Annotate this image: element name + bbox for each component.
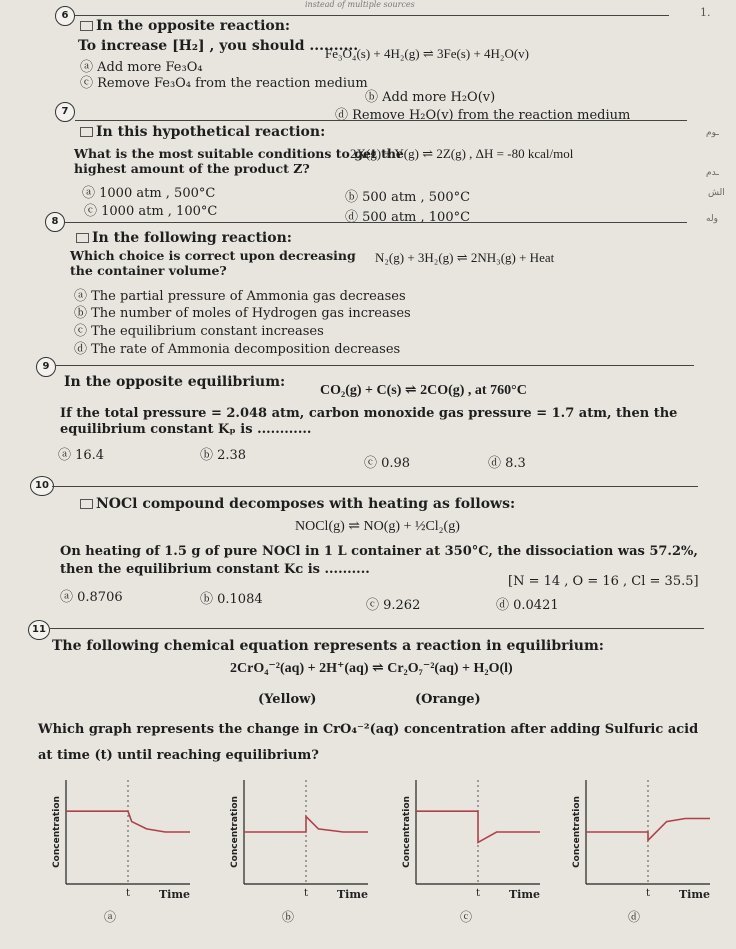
option-b[interactable]: ⓑ 500 atm , 500°C bbox=[345, 190, 471, 205]
reaction-equation: NOCl(g) ⇌ NO(g) + ½Cl₂(g) bbox=[295, 519, 460, 534]
option-c[interactable]: ⓒ The equilibrium constant increases bbox=[74, 324, 324, 339]
graph-option-label: ⓒ bbox=[460, 910, 473, 924]
reaction-equation: 2X(g) + Y(g) ⇌ 2Z(g) , ΔH = -80 kcal/mol bbox=[350, 146, 574, 161]
option-c[interactable]: ⓒ 9.262 bbox=[366, 598, 421, 613]
option-a[interactable]: ⓐ 16.4 bbox=[58, 448, 105, 463]
divider bbox=[75, 15, 669, 16]
option-a[interactable]: ⓐ Add more Fe₃O₄ bbox=[80, 60, 203, 75]
question-prompt: What is the most suitable conditions to get the highest amount of the product Z? bbox=[74, 146, 404, 176]
graph-option-b[interactable] bbox=[228, 774, 378, 924]
margin-text: ـدم bbox=[706, 168, 719, 178]
question-prompt: To increase [H₂] , you should .......... bbox=[78, 38, 359, 54]
y-axis-label: Concentration bbox=[572, 796, 582, 868]
x-axis-label: Time bbox=[508, 888, 540, 901]
y-axis-label: Concentration bbox=[402, 796, 412, 868]
graph-option-label: ⓓ bbox=[628, 910, 641, 924]
question-stem: In the opposite reaction: bbox=[80, 18, 290, 34]
question-prompt: Which graph represents the change in CrO₄⁻²(aq) concentration after adding Sulfuric acid bbox=[38, 722, 699, 737]
source-note: instead of multiple sources bbox=[305, 0, 415, 9]
graph-d-plot bbox=[570, 774, 720, 904]
question-number: 7 bbox=[55, 102, 75, 122]
divider bbox=[52, 486, 698, 487]
reaction-equation: N₂(g) + 3H₂(g) ⇌ 2NH₃(g) + Heat bbox=[375, 250, 555, 265]
question-stem: In this hypothetical reaction: bbox=[80, 124, 325, 140]
question-stem: NOCl compound decomposes with heating as follows: bbox=[80, 496, 515, 512]
reaction-equation: 2CrO₄⁻²(aq) + 2H⁺(aq) ⇌ Cr₂O₇⁻²(aq) + H₂O(l) bbox=[230, 661, 513, 676]
x-axis-label: Time bbox=[336, 888, 368, 901]
option-b[interactable]: ⓑ The number of moles of Hydrogen gas increases bbox=[74, 306, 411, 321]
question-stem: The following chemical equation represents a reaction in equilibrium: bbox=[52, 638, 604, 654]
divider bbox=[75, 120, 687, 121]
graph-b-plot bbox=[228, 774, 378, 904]
graph-c-plot bbox=[400, 774, 550, 904]
question-number: 11 bbox=[28, 620, 50, 640]
graph-option-label: ⓐ bbox=[104, 910, 117, 924]
option-c[interactable]: ⓒ 0.98 bbox=[364, 456, 411, 471]
option-a[interactable]: ⓐ The partial pressure of Ammonia gas decreases bbox=[74, 289, 406, 304]
divider bbox=[56, 365, 694, 366]
graph-option-c[interactable] bbox=[400, 774, 550, 924]
page-number: 1. bbox=[700, 6, 711, 19]
question-number: 6 bbox=[55, 6, 75, 26]
question-stem: In the following reaction: bbox=[76, 230, 292, 246]
x-axis-label: Time bbox=[678, 888, 710, 901]
x-tick-label: t bbox=[303, 888, 309, 899]
document-icon bbox=[80, 499, 93, 509]
graph-option-d[interactable] bbox=[570, 774, 720, 924]
option-b[interactable]: ⓑ Add more H₂O(v) bbox=[365, 90, 496, 105]
reaction-equation: Fe₃O₄(s) + 4H₂(g) ⇌ 3Fe(s) + 4H₂O(v) bbox=[325, 46, 529, 61]
question-stem: In the opposite equilibrium: bbox=[64, 374, 286, 390]
document-icon bbox=[76, 233, 89, 243]
y-axis-label: Concentration bbox=[230, 796, 240, 868]
graph-option-a[interactable] bbox=[50, 774, 200, 924]
question-prompt: Which choice is correct upon decreasing the container volume? bbox=[70, 248, 356, 278]
question-prompt: at time (t) until reaching equilibrium? bbox=[38, 748, 319, 763]
document-icon bbox=[80, 127, 93, 137]
divider bbox=[65, 222, 687, 223]
option-d[interactable]: ⓓ 0.0421 bbox=[496, 598, 559, 613]
atomic-masses: [N = 14 , O = 16 , Cl = 35.5] bbox=[508, 574, 699, 589]
question-prompt: On heating of 1.5 g of pure NOCl in 1 L container at 350°C, the dissociation was 57.2%, bbox=[60, 544, 698, 559]
x-tick-label: t bbox=[125, 888, 131, 899]
x-axis-label: Time bbox=[158, 888, 190, 901]
concentration-line bbox=[416, 811, 540, 842]
margin-text: ـوم bbox=[706, 128, 719, 138]
concentration-line bbox=[244, 816, 368, 832]
question-prompt: If the total pressure = 2.048 atm, carbon monoxide gas pressure = 1.7 atm, then the bbox=[60, 406, 678, 421]
option-b[interactable]: ⓑ 0.1084 bbox=[200, 592, 263, 607]
option-b[interactable]: ⓑ 2.38 bbox=[200, 448, 247, 463]
option-a[interactable]: ⓐ 1000 atm , 500°C bbox=[82, 186, 216, 201]
graph-a-plot bbox=[50, 774, 200, 904]
option-d[interactable]: ⓓ Remove H₂O(v) from the reaction medium bbox=[335, 108, 631, 123]
margin-text: وله bbox=[706, 214, 718, 224]
option-d[interactable]: ⓓ The rate of Ammonia decomposition decreases bbox=[74, 342, 401, 357]
color-label-yellow: (Yellow) bbox=[258, 692, 317, 707]
question-number: 9 bbox=[36, 357, 56, 377]
x-tick-label: t bbox=[475, 888, 481, 899]
y-axis-label: Concentration bbox=[52, 796, 62, 868]
document-icon bbox=[80, 21, 93, 31]
x-tick-label: t bbox=[645, 888, 651, 899]
question-number: 8 bbox=[45, 212, 65, 232]
question-number: 10 bbox=[30, 476, 54, 496]
question-prompt: equilibrium constant Kₚ is ............ bbox=[60, 422, 312, 437]
option-d[interactable]: ⓓ 500 atm , 100°C bbox=[345, 210, 471, 225]
question-prompt: then the equilibrium constant Kᴄ is .......... bbox=[60, 562, 370, 577]
divider bbox=[50, 628, 704, 629]
option-a[interactable]: ⓐ 0.8706 bbox=[60, 590, 123, 605]
margin-text: الش bbox=[708, 188, 725, 198]
option-c[interactable]: ⓒ Remove Fe₃O₄ from the reaction medium bbox=[80, 76, 368, 91]
option-d[interactable]: ⓓ 8.3 bbox=[488, 456, 526, 471]
color-label-orange: (Orange) bbox=[415, 692, 481, 707]
option-c[interactable]: ⓒ 1000 atm , 100°C bbox=[84, 204, 218, 219]
reaction-equation: CO₂(g) + C(s) ⇌ 2CO(g) , at 760°C bbox=[320, 383, 527, 398]
graph-option-label: ⓑ bbox=[282, 910, 295, 924]
